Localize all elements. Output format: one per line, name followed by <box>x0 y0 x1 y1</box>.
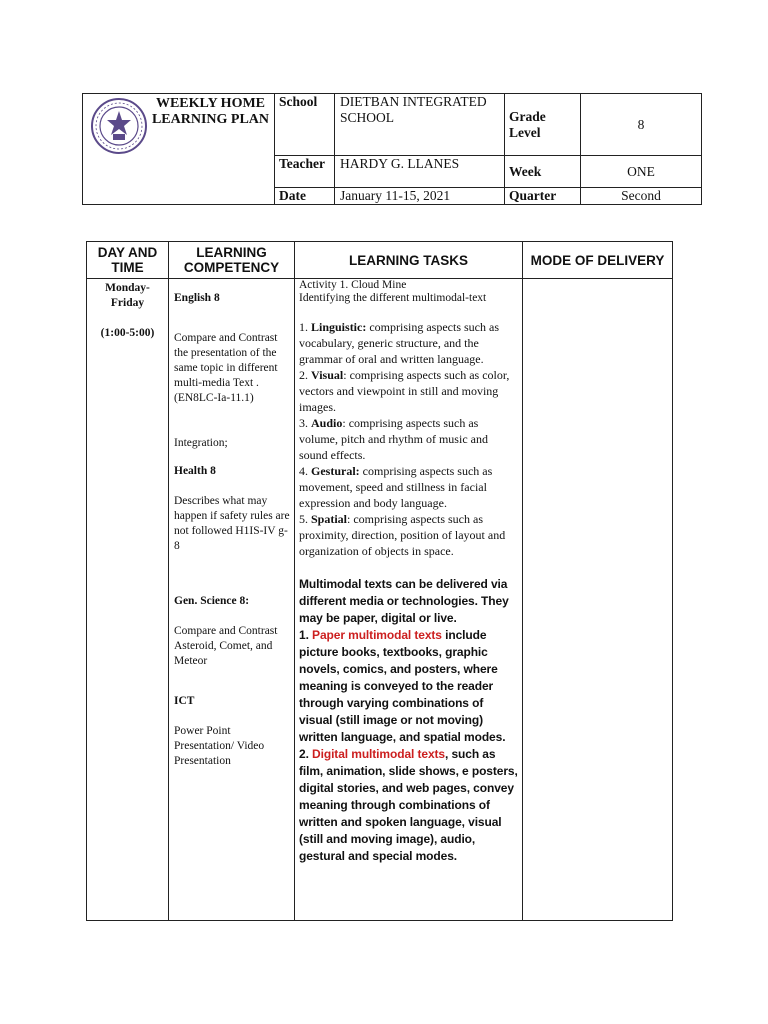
health-subject: Health 8 <box>174 465 216 477</box>
header-title-cell <box>83 94 275 205</box>
mode-item: 1. Linguistic: comprising aspects such as vocabulary, generic structure, and the grammar of oral and written language. <box>299 320 499 366</box>
science-competency: Compare and Contrast Asteroid, Comet, and Meteor <box>174 625 278 667</box>
week-value: ONE <box>581 156 702 188</box>
activity-subtitle: Identifying the different multimodal-text <box>299 292 487 304</box>
school-label: School <box>275 94 335 156</box>
ict-competency: Power Point Presentation/ Video Presentation <box>174 725 265 767</box>
page-title: WEEKLY HOME LEARNING PLAN <box>151 96 270 127</box>
day-cell <box>87 279 169 921</box>
mode-of-delivery-cell <box>523 279 673 921</box>
day-text: Monday-Friday <box>105 282 150 309</box>
header-table <box>82 93 702 205</box>
multimodal-intro: Multimodal texts can be delivered via different media or technologies. They may be paper, digital or live. <box>299 577 509 625</box>
digital-multimodal-paragraph: 2. Digital multimodal texts, such as film, animation, slide shows, e posters, digital stories, and web pages, convey meaning through combinations of written and spoken language, visual (still and moving image), audio, gestural and special modes. <box>299 747 518 863</box>
modes-list <box>299 319 518 559</box>
ict-subject: ICT <box>174 695 195 707</box>
science-subject: Gen. Science 8: <box>174 595 250 607</box>
time-text: (1:00-5:00) <box>100 327 155 339</box>
school-value: DIETBAN INTEGRATED SCHOOL <box>335 94 505 156</box>
grade-value: 8 <box>581 94 702 156</box>
header-day-time: DAY AND TIME <box>87 242 169 279</box>
date-label: Date <box>275 188 335 205</box>
paper-multimodal-paragraph: 1. Paper multimodal texts include picture books, textbooks, graphic novels, comics, and posters, where meaning is conveyed to the reader through varying combinations of visual (still image or not moving) written language, and spatial modes. <box>299 628 506 744</box>
learning-plan-table <box>86 241 673 921</box>
mode-item: 3. Audio: comprising aspects such as volume, pitch and rhythm of music and sound effects. <box>299 416 488 462</box>
header-mode: MODE OF DELIVERY <box>523 242 673 279</box>
header-competency: LEARNING COMPETENCY <box>169 242 295 279</box>
mode-item: 2. Visual: comprising aspects such as color, vectors and viewpoint in still and moving images. <box>299 368 510 414</box>
competency-cell <box>169 279 295 921</box>
teacher-value: HARDY G. LLANES <box>335 156 505 188</box>
date-value: January 11-15, 2021 <box>335 188 505 205</box>
mode-item: 5. Spatial: comprising aspects such as proximity, direction, position of layout and organization of objects in space. <box>299 512 506 558</box>
quarter-value: Second <box>581 188 702 205</box>
quarter-label: Quarter <box>505 188 581 205</box>
activity-title: Activity 1. Cloud Mine <box>299 279 407 291</box>
english-competency: Compare and Contrast the presentation of the same topic in different multi-media Text . (EN8LC-Ia-11.1) <box>174 332 278 404</box>
mode-item: 4. Gestural: comprising aspects such as movement, speed and stillness in facial expression and body language. <box>299 464 493 510</box>
paper-highlight: Paper multimodal texts <box>312 628 442 642</box>
english-subject: English 8 <box>174 292 220 304</box>
integration-label: Integration; <box>174 437 228 449</box>
digital-highlight: Digital multimodal texts <box>312 747 445 761</box>
week-label: Week <box>505 156 581 188</box>
grade-label: Grade Level <box>505 94 581 156</box>
header-tasks: LEARNING TASKS <box>295 242 523 279</box>
tasks-cell <box>295 279 523 921</box>
health-competency: Describes what may happen if safety rules are not followed H1IS-IV g-8 <box>174 495 290 552</box>
deped-seal-icon <box>91 98 147 154</box>
teacher-label: Teacher <box>275 156 335 188</box>
